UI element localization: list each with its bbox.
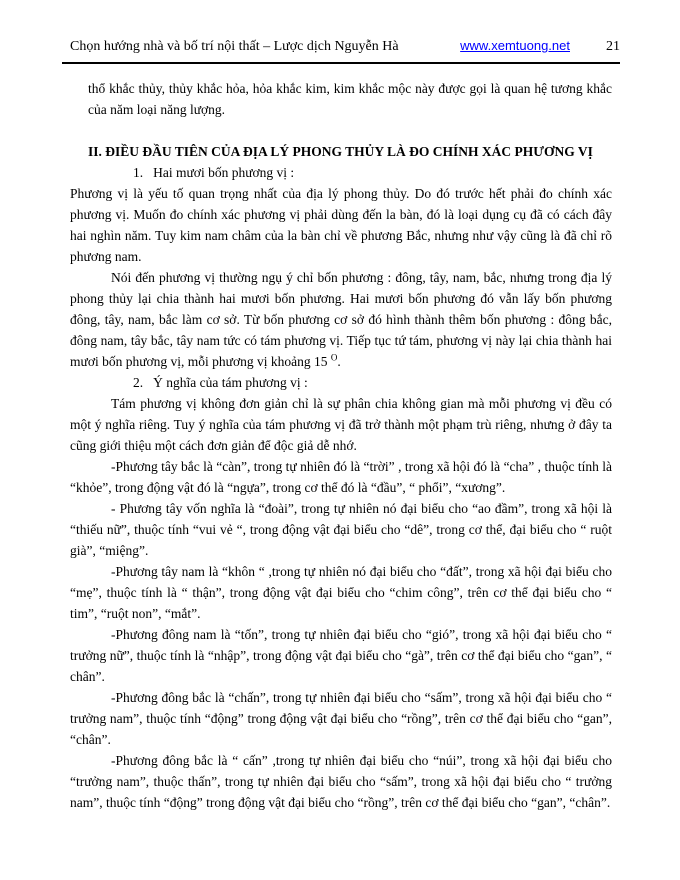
paragraph-phuong-vi: Phương vị là yếu tố quan trọng nhất của địa lý phong thủy. Do đó trước hết phải đo chính xác phương vị. Muốn đo chính xác phương vị phải dùng đến la bàn, đó là loại dụng cụ đã có cách đây hai nghìn năm. Tuy kim nam châm của la bàn chỉ về phương Bắc, nhưng như vậy cũng là đã chỉ rõ phương nam. <box>70 186 612 264</box>
paragraph-24-phuong-text: Nói đến phương vị thường ngụ ý chỉ bốn phương : đông, tây, nam, bắc, nhưng trong địa lý phong thủy lại chia thành hai mươi bốn phương. Hai mươi bốn phương đó vẫn lấy bốn phương đông, tây, nam, bắc làm cơ sở. Từ bốn phương cơ sở đó hình thành thêm bốn phương : đông bắc, đông nam, tây bắc, tây nam tức có tám phương vị. Tiếp tục tứ tám, phương vị này lại chia thành hai mươi bốn phương vị, mỗi phương vị khoảng 15 <box>70 270 612 369</box>
paragraph-y-nghia: Tám phương vị không đơn giản chỉ là sự phân chia không gian mà mỗi phương vị đều có một ý nghĩa riêng. Tuy ý nghĩa của tám phương vị đã trở thành một phạm trù riêng, nhưng ở đây ta cũng giới thiệu một cách đơn giản để độc giả dễ nhớ. <box>70 396 612 453</box>
list-item-1-label: Hai mươi bốn phương vị : <box>153 165 295 180</box>
list-item-2 <box>133 372 612 393</box>
degree-superscript: O <box>330 352 338 363</box>
paragraph-direction-dong-bac-chan: -Phương đông bắc là “chấn”, trong tự nhiên đại biểu cho “sấm”, trong xã hội đại biểu cho “ trưởng nam”, thuộc tính “động” trong động vật đại biểu cho “rồng”, trên cơ thể đại biểu cho “gan”, “chân”. <box>70 690 612 747</box>
page-header <box>70 38 620 55</box>
paragraph-direction-tay: - Phương tây vốn nghĩa là “đoài”, trong tự nhiên nó đại biểu cho “ao đầm”, trong xã hội là “thiếu nữ”, thuộc tính “vui vẻ “, trong động vật đại biểu cho “dê”, trong cơ thể, đại biểu cho “ ruột già”, “miệng”. <box>70 501 612 558</box>
paragraph-continuation: thổ khắc thủy, thủy khắc hỏa, hỏa khắc kim, kim khắc mộc này được gọi là quan hệ tương khắc của năm loại năng lượng. <box>88 81 612 117</box>
paragraph-direction-dong-bac-can: -Phương đông bắc là “ cấn” ,trong tự nhiên đại biểu cho “núi”, trong xã hội đại biểu cho “trưởng nam”, thuộc thấn”, trong tự nhiên đại biểu cho “sấm”, trong xã hội đại biểu cho “ trưởng nam”, thuộc tính “động” trong động vật đại biểu cho “rồng”, trên cơ thể đại biểu cho “gan”, “chân”. <box>70 753 612 810</box>
paragraph-24-phuong <box>70 267 612 372</box>
header-divider <box>62 62 620 64</box>
paragraph-direction-tay-nam: -Phương tây nam là “khôn “ ,trong tự nhiên nó đại biểu cho “đất”, trong xã hội đại biểu cho “mẹ”, thuộc tính là “ thận”, trong động vật đại biểu cho “chim công”, trên cơ thể đại biểu cho “ tim”, “ruột non”, “mắt”. <box>70 564 612 621</box>
list-item-1-number: 1. <box>133 165 144 180</box>
document-content <box>70 78 612 813</box>
paragraph-direction-dong-nam: -Phương đông nam là “tốn”, trong tự nhiên đại biểu cho “gió”, trong xã hội đại biểu cho “ trưởng nữ”, thuộc tính là “nhập”, trong động vật đại biểu cho “gà”, trên cơ thể đại biểu cho “gan”, “ chân”. <box>70 627 612 684</box>
list-item-1 <box>133 162 612 183</box>
paragraph-direction-tay-bac: -Phương tây bắc là “càn”, trong tự nhiên đó là “trời” , trong xã hội đó là “cha” , thuộc tính là “khỏe”, trong động vật đó là “ngựa”, trong cơ thể đó là “đầu”, “ phổi”, “xương”. <box>70 459 612 495</box>
list-item-2-number: 2. <box>133 375 144 390</box>
paragraph-24-phuong-tail: . <box>337 354 341 369</box>
section-heading: II. ĐIỀU ĐẦU TIÊN CỦA ĐỊA LÝ PHONG THỦY LÀ ĐO CHÍNH XÁC PHƯƠNG VỊ <box>88 144 593 159</box>
page-number: 21 <box>606 39 620 54</box>
header-website-link[interactable]: www.xemtuong.net <box>460 38 570 53</box>
header-title: Chọn hướng nhà và bố trí nội thất – Lược dịch Nguyễn Hà <box>70 39 399 54</box>
list-item-2-label: Ý nghĩa của tám phương vị : <box>153 375 308 390</box>
